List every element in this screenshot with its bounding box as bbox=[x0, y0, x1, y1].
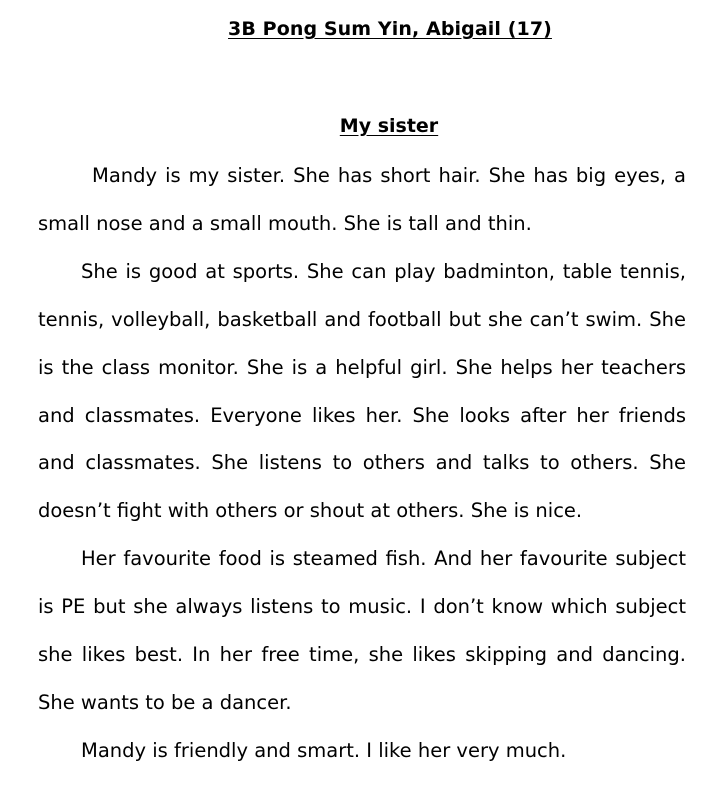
essay-body bbox=[38, 152, 686, 775]
essay-title: My sister bbox=[339, 115, 439, 137]
paragraph-personality: She is good at sports. She can play badminton, table tennis, tennis, volleyball, basketball and football but she can’t swim. She is the class monitor. She is a helpful girl. She helps her teachers and classmates. Everyone likes her. She looks after her friends and classmates. She listens to others and talks to others. She doesn’t fight with others or shout at others. She is nice. bbox=[38, 259, 686, 523]
paragraph-appearance: Mandy is my sister. She has short hair. She has big eyes, a small nose and a small mouth. She is tall and thin. bbox=[38, 164, 686, 235]
paragraph-conclusion: Mandy is friendly and smart. I like her very much. bbox=[81, 738, 567, 762]
paragraph-favourites: Her favourite food is steamed fish. And her favourite subject is PE but she always listens to music. I don’t know which subject she likes best. In her free time, she likes skipping and dancing. She wants to be a dancer. bbox=[38, 547, 686, 714]
author-line: 3B Pong Sum Yin, Abigail (17) bbox=[228, 18, 552, 40]
